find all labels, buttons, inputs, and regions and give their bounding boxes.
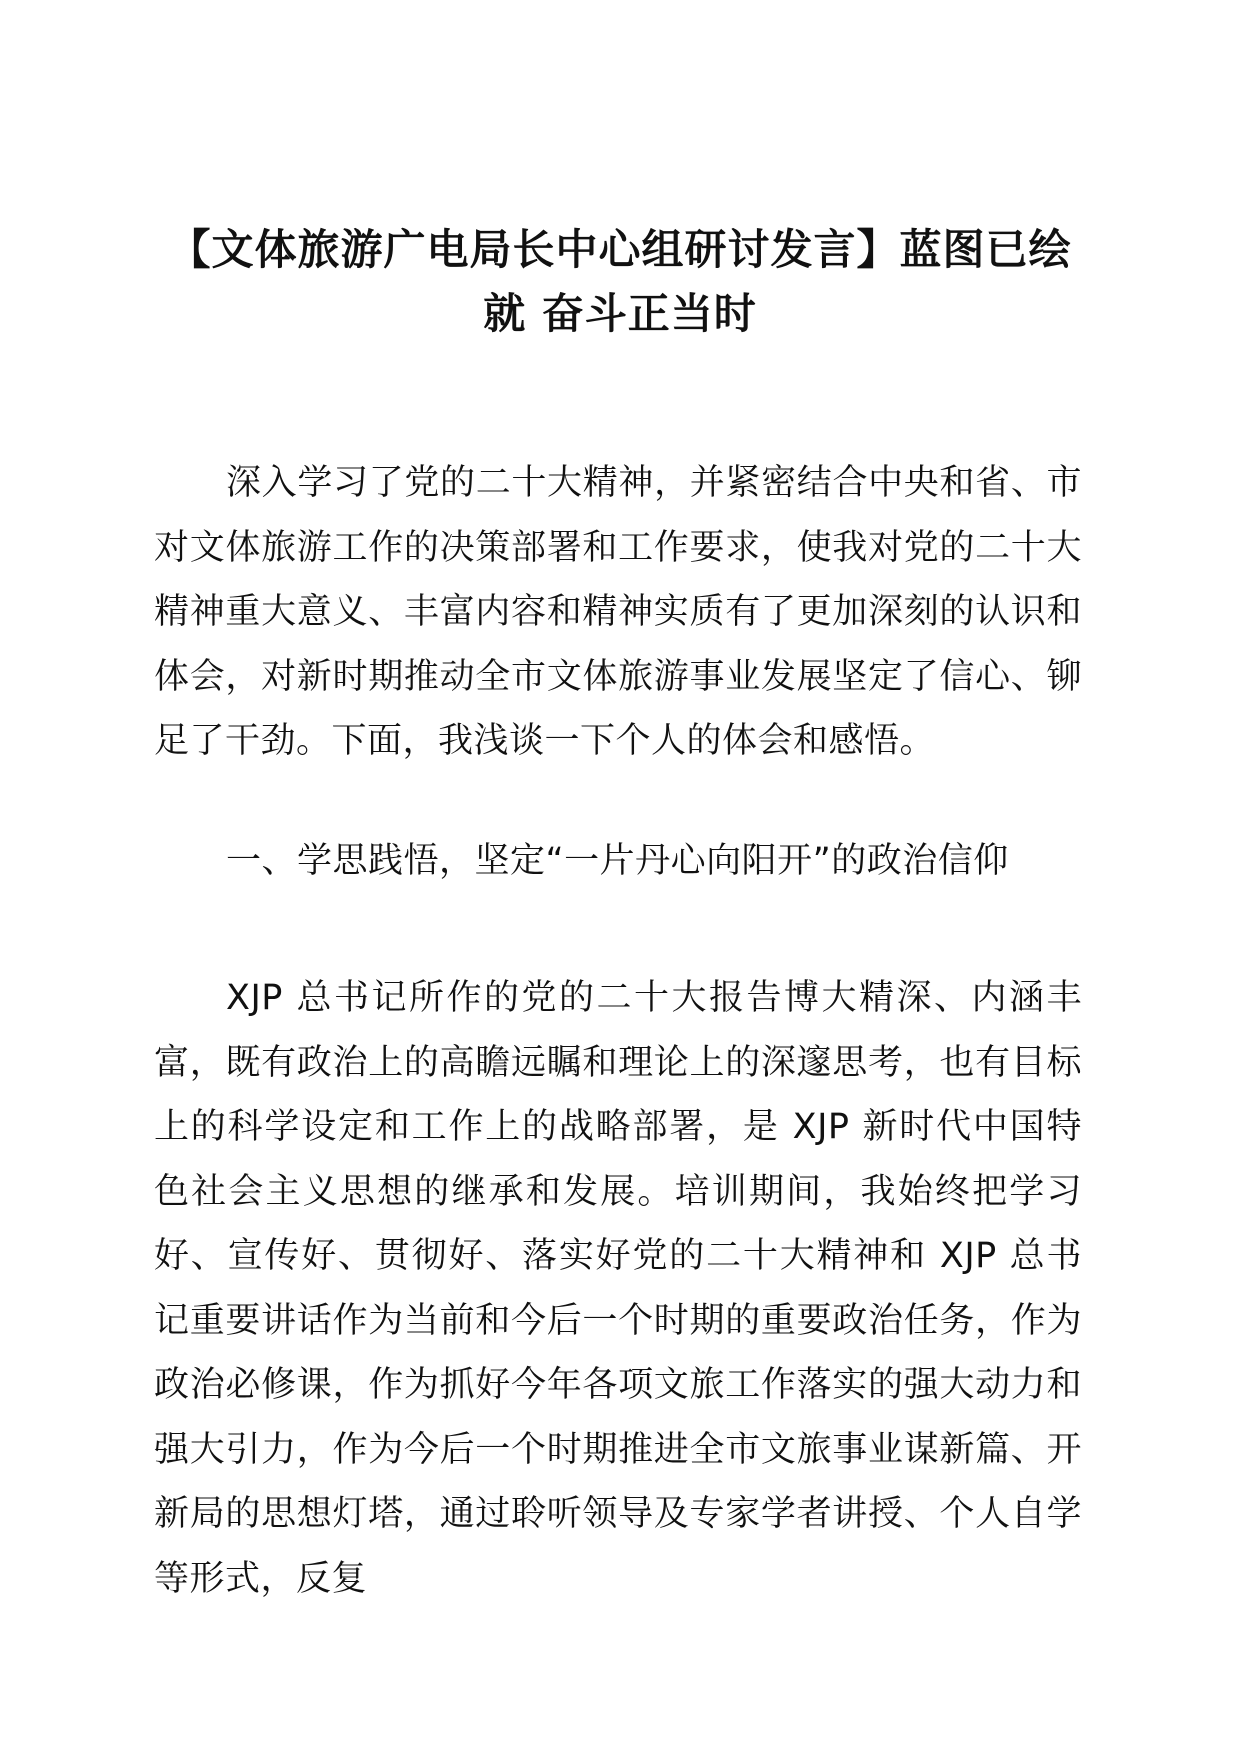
- document-title: 【文体旅游广电局长中心组研讨发言】蓝图已绘就 奋斗正当时: [168, 225, 1072, 338]
- intro-paragraph: 深入学习了党的二十大精神，并紧密结合中央和省、市对文体旅游工作的决策部署和工作要求，使我对党的二十大精神重大意义、丰富内容和精神实质有了更加深刻的认识和体会，对新时期推动全市文体旅游事业发展坚定了信心、铆足了干劲。下面，我浅谈一下个人的体会和感悟。: [154, 463, 1082, 761]
- section-heading: 一、学思践悟，坚定“一片丹心向阳开”的政治信仰: [226, 841, 1009, 881]
- section-paragraph: XJP 总书记所作的党的二十大报告博大精深、内涵丰富，既有政治上的高瞻远瞩和理论上的深邃思考，也有目标上的科学设定和工作上的战略部署，是 XJP 新时代中国特色社会主义思想的继承和发展。培训期间，我始终把学习好、宣传好、贯彻好、落实好党的二十大精神和 XJP 总书记重要讲话作为当前和今后一个时期的重要政治任务，作为政治必修课，作为抓好今年各项文旅工作落实的强大动力和强大引力，作为今后一个时期推进全市文旅事业谋新篇、开新局的思想灯塔，通过聆听领导及专家学者讲授、个人自学等形式，反复: [154, 978, 1082, 1599]
